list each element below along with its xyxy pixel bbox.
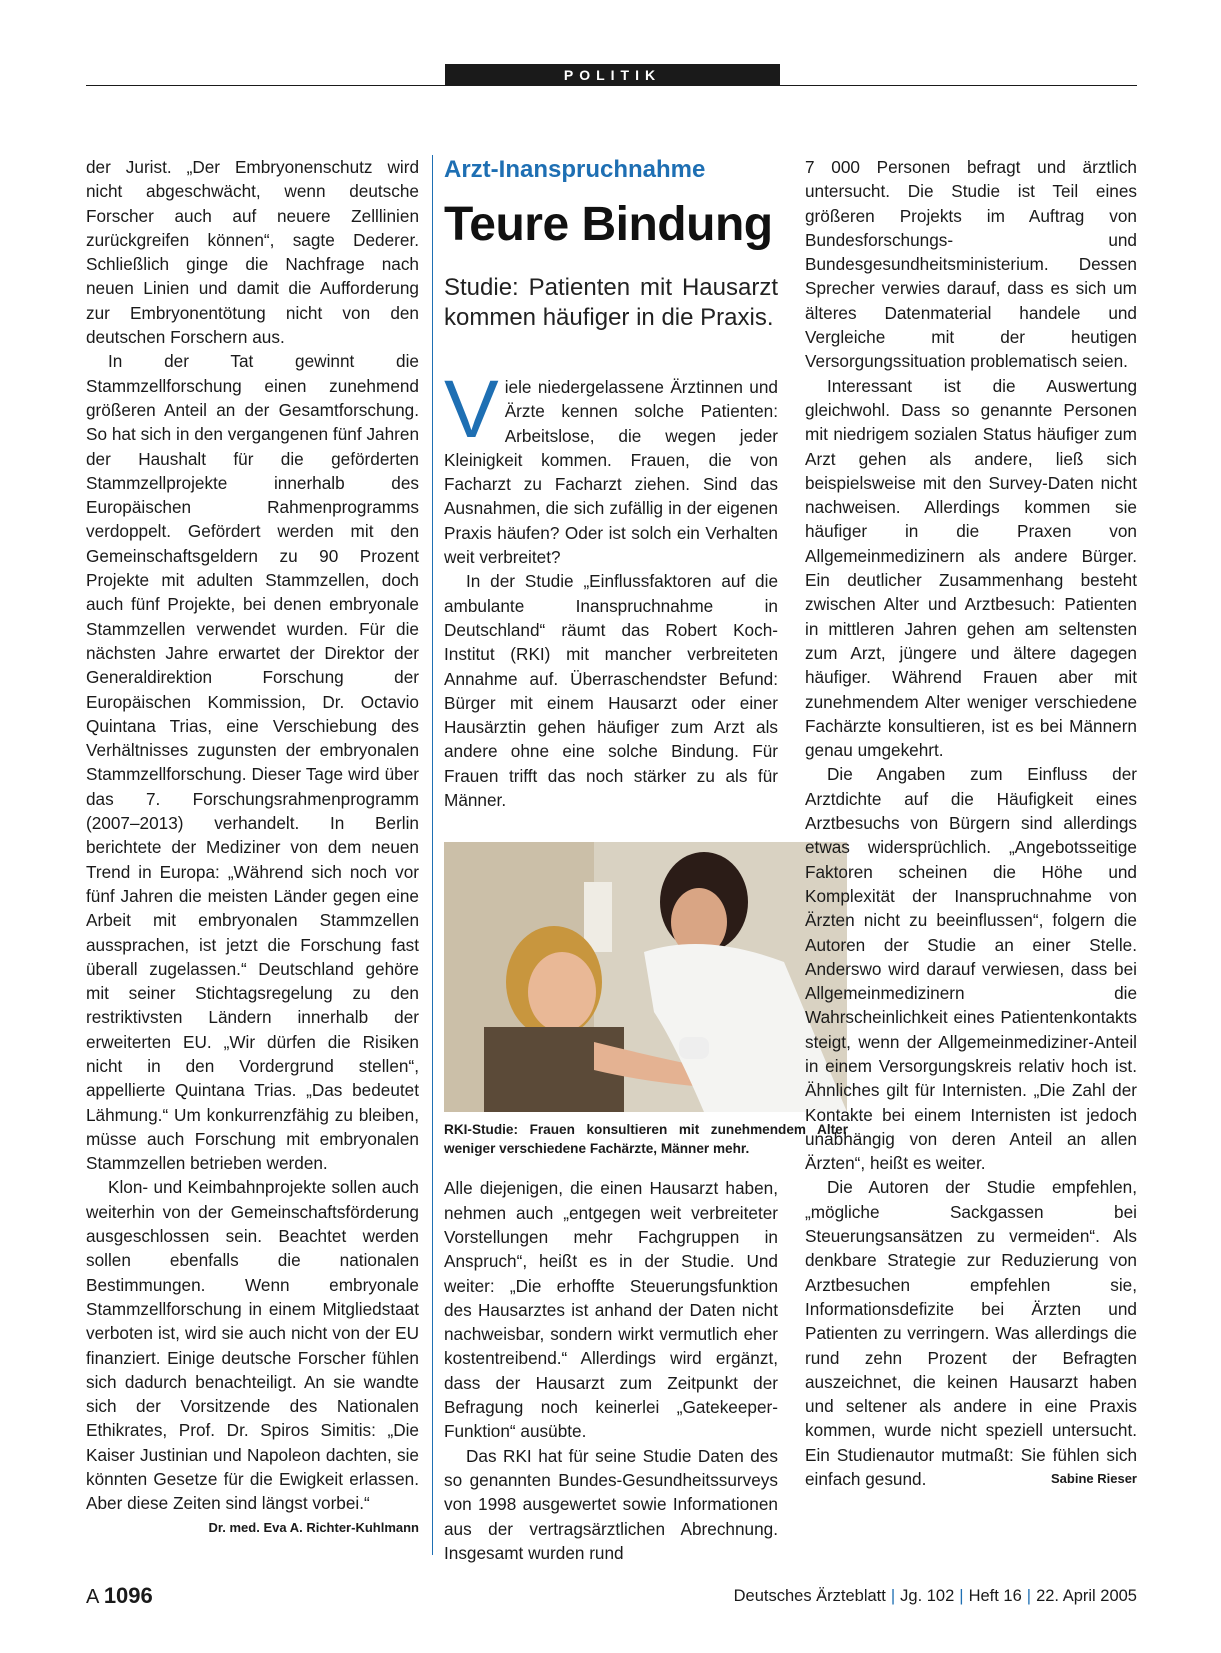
- paragraph: In der Tat gewinnt die Stammzellforschung einen zunehmend größeren Anteil an der Gesamtforschung. So hat sich in den vergangenen fünf Jahren der Haushalt für die geförderten Stammzellprojekte innerhalb des Europäischen Rahmenprogramms verdoppelt. Gefördert werden mit den Gemeinschaftsgeldern zu 90 Prozent Projekte mit adulten Stammzellen, doch auch fünf Projekte, bei denen embryonale Stammzellen verwendet wurden. Für die nächsten Jahre erwartet der Direktor der Generaldirektion Forschung der Europäischen Kommission, Dr. Octavio Quintana Trias, eine Verschiebung des Verhältnisses zugunsten der embryonalen Stammzellforschung. Dieser Tage wird über das 7. Forschungsrahmenprogramm (2007–2013) verhandelt. In Berlin berichtete der Mediziner von dem neuen Trend in Europa: „Während sich noch vor fünf Jahren die meisten Länder gegen eine Arbeit mit embryonalen Stammzellen aussprachen, ist jetzt die Forschung fast überall zugelassen.“ Deutschland gehöre mit seiner Stichtagsregelung zu den restriktivsten Ländern innerhalb der erweiterten EU. „Wir dürfen die Risiken nicht in den Vordergrund stellen“, appellierte Quintana Trias. „Das bedeutet Lähmung.“ Um konkurrenzfähig zu bleiben, müsse auch Forschung mit embryonalen Stammzellen betrieben werden.: [86, 351, 419, 1174]
- column-article: [444, 155, 848, 1565]
- lead-paragraph: [444, 364, 778, 569]
- journal-volume: Jg. 102: [900, 1587, 955, 1605]
- article-subhead: Studie: Patienten mit Hausarzt kommen häufiger in die Praxis.: [444, 274, 778, 331]
- paragraph: Das RKI hat für seine Studie Daten des so genannten Bundes-Gesundheitssurveys von 1998 ausgewertet sowie Informationen aus der vertragsärztlichen Abrechnung. Insgesamt wurden rund: [444, 1445, 778, 1563]
- article-photo: [444, 842, 847, 1112]
- header-rule: [86, 85, 1137, 86]
- photo-illustration: [444, 842, 847, 1112]
- paragraph: 7 000 Personen befragt und ärztlich untersucht. Die Studie ist Teil eines größeren Projekts im Auftrag von Bundesforschungs- und Bundesgesundheitsministerium. Dessen Sprecher verwies darauf, dass es sich um älteres Datenmaterial handele und Vergleiche mit der heutigen Versorgungssituation problematisch seien.: [805, 157, 1137, 372]
- photo-caption: RKI-Studie: Frauen konsultieren mit zunehmendem Alter weniger verschiedene Fachärzte, Männer mehr.: [444, 1122, 848, 1157]
- journal-info: [734, 1587, 1137, 1606]
- separator: |: [890, 1587, 896, 1605]
- paragraph: [805, 1175, 1137, 1491]
- paragraph: Interessant ist die Auswertung gleichwohl. Dass so genannte Personen mit niedrigem sozialen Status häufiger zum Arzt gehen als andere, ließ sich beispielsweise mit den Survey-Daten nicht nachweisen. Allerdings kommen sie häufiger in die Praxen von Allgemeinmedizinern als andere Bürger. Ein deutlicher Zusammenhang besteht zwischen Alter und Arztbesuch: Patienten in mittleren Jahren gehen am seltensten zum Arzt, jüngere und ältere dagegen häufiger. Während Frauen aber mit zunehmendem Alter weniger verschiedene Fachärzte konsultieren, ist es bei Männern genau umgekehrt.: [805, 375, 1137, 761]
- paragraph: Alle diejenigen, die einen Hausarzt haben, nehmen auch „entgegen weit verbreiteter Vorstellungen mehr Fachgruppen in Anspruch“, heißt es in der Studie. Und weiter: „Die erhoffte Steuerungsfunktion des Hausarztes ist anhand der Daten nicht nachweisbar, sondern wirkt vermutlich eher kostentreibend.“ Allerdings wird ergänzt, dass der Hausarzt zum Zeitpunkt der Befragung noch keinerlei „Gatekeeper-Funktion“ ausübte.: [444, 1178, 778, 1442]
- journal-issue: Heft 16: [968, 1587, 1022, 1605]
- journal-name: Deutsches Ärzteblatt: [733, 1587, 886, 1605]
- paragraph: der Jurist. „Der Embryonenschutz wird nicht abgeschwächt, wenn deutsche Forscher auch auf neuere Zelllinien zurückgreifen können“, sagte Dederer. Schließlich ginge die Nachfrage nach neuen Linien und damit die Aufforderung zur Embryonentötung nicht von den deutschen Forschern aus.: [86, 157, 419, 348]
- journal-date: 22. April 2005: [1036, 1587, 1137, 1605]
- drop-cap: V: [444, 364, 499, 455]
- author-byline: Sabine Rieser: [1051, 1471, 1137, 1487]
- lead-text: iele niedergelassene Ärztinnen und Ärzte kennen solche Patienten: Arbeitslose, die wegen jeder Kleinigkeit kommen. Frauen, die von Facharzt zu Facharzt ziehen. Sind das Ausnahmen, die sich zufällig in der eigenen Praxis häufen? Oder ist solch ein Verhalten weit verbreitet?: [444, 377, 778, 568]
- page-prefix: A: [86, 1586, 99, 1608]
- paragraph: [86, 1175, 419, 1535]
- paragraph: Die Angaben zum Einfluss der Arztdichte auf die Häufigkeit eines Arztbesuchs von Bürgern sind allerdings etwas widersprüchlich. „Angebotsseitige Faktoren scheinen die Höhe und Komplexität der Inanspruchnahme von Ärzten nicht zu beeinflussen“, folgern die Autoren der Studie an einer Stelle. Anderswo wird darauf verwiesen, dass bei Allgemeinmedizinern die Wahrscheinlichkeit eines Patientenkontakts steigt, wenn der Allgemeinmediziner-Anteil in einem Versorgungskreis relativ hoch ist. Ähnliches gilt für Internisten. „Die Zahl der Kontakte bei einem Internisten ist jedoch unabhängig von deren Anteil an allen Ärzten“, heißt es weiter.: [805, 764, 1137, 1174]
- column-left: [86, 155, 419, 1540]
- section-header: POLITIK: [445, 64, 780, 86]
- page-number-value: 1096: [103, 1583, 153, 1608]
- article-headline: Teure Bindung: [444, 198, 773, 251]
- column-right: [805, 155, 1137, 1491]
- separator: |: [959, 1587, 964, 1605]
- page-number: [86, 1583, 153, 1609]
- separator: |: [1026, 1587, 1032, 1605]
- paragraph-text: Die Autoren der Studie empfehlen, „mögliche Sackgassen bei Steuerungsansätzen zu vermeiden“. Als denkbare Strategie zur Reduzierung von Arztbesuchen empfehlen sie, Informationsdefizite bei Ärzten und Patienten zu verringern. Was allerdings die rund zehn Prozent der Befragten auszeichnet, die keinen Hausarzt haben und seltener als andere in eine Praxis kommen, wurde nicht speziell untersucht. Ein Studienautor mutmaßt: Sie fühlen sich einfach gesund.: [805, 1177, 1137, 1490]
- column-divider: [432, 155, 433, 1555]
- author-byline: Dr. med. Eva A. Richter-Kuhlmann: [208, 1519, 419, 1535]
- paragraph-text: Klon- und Keimbahnprojekte sollen auch weiterhin von der Gemeinschaftsförderung ausgeschlossen sein. Beachtet werden sollen ebenfalls die nationalen Bestimmungen. Wenn embryonale Stammzellforschung in einem Mitgliedstaat verboten ist, wird sie auch nicht von der EU finanziert. Einige deutsche Forscher fühlen sich dadurch benachteiligt. An sie wandte sich der Vorsitzende des Nationalen Ethikrates, Prof. Dr. Spiros Simitis: „Die Kaiser Justinian und Napoleon dachten, sie könnten Gesetze für die Ewigkeit erlassen. Aber diese Zeiten sind längst vorbei.“: [86, 1177, 419, 1514]
- paragraph: In der Studie „Einflussfaktoren auf die ambulante Inanspruchnahme in Deutschland“ räumt das Robert Koch-Institut (RKI) mit mancher verbreiteten Annahme auf. Überraschendster Befund: Bürger mit einem Hausarzt oder einer Hausärztin gehen häufiger zum Arzt als andere ohne eine solche Bindung. Für Frauen trifft das noch stärker zu als für Männer.: [444, 571, 778, 811]
- article-rubric: Arzt-Inanspruchnahme: [444, 156, 706, 183]
